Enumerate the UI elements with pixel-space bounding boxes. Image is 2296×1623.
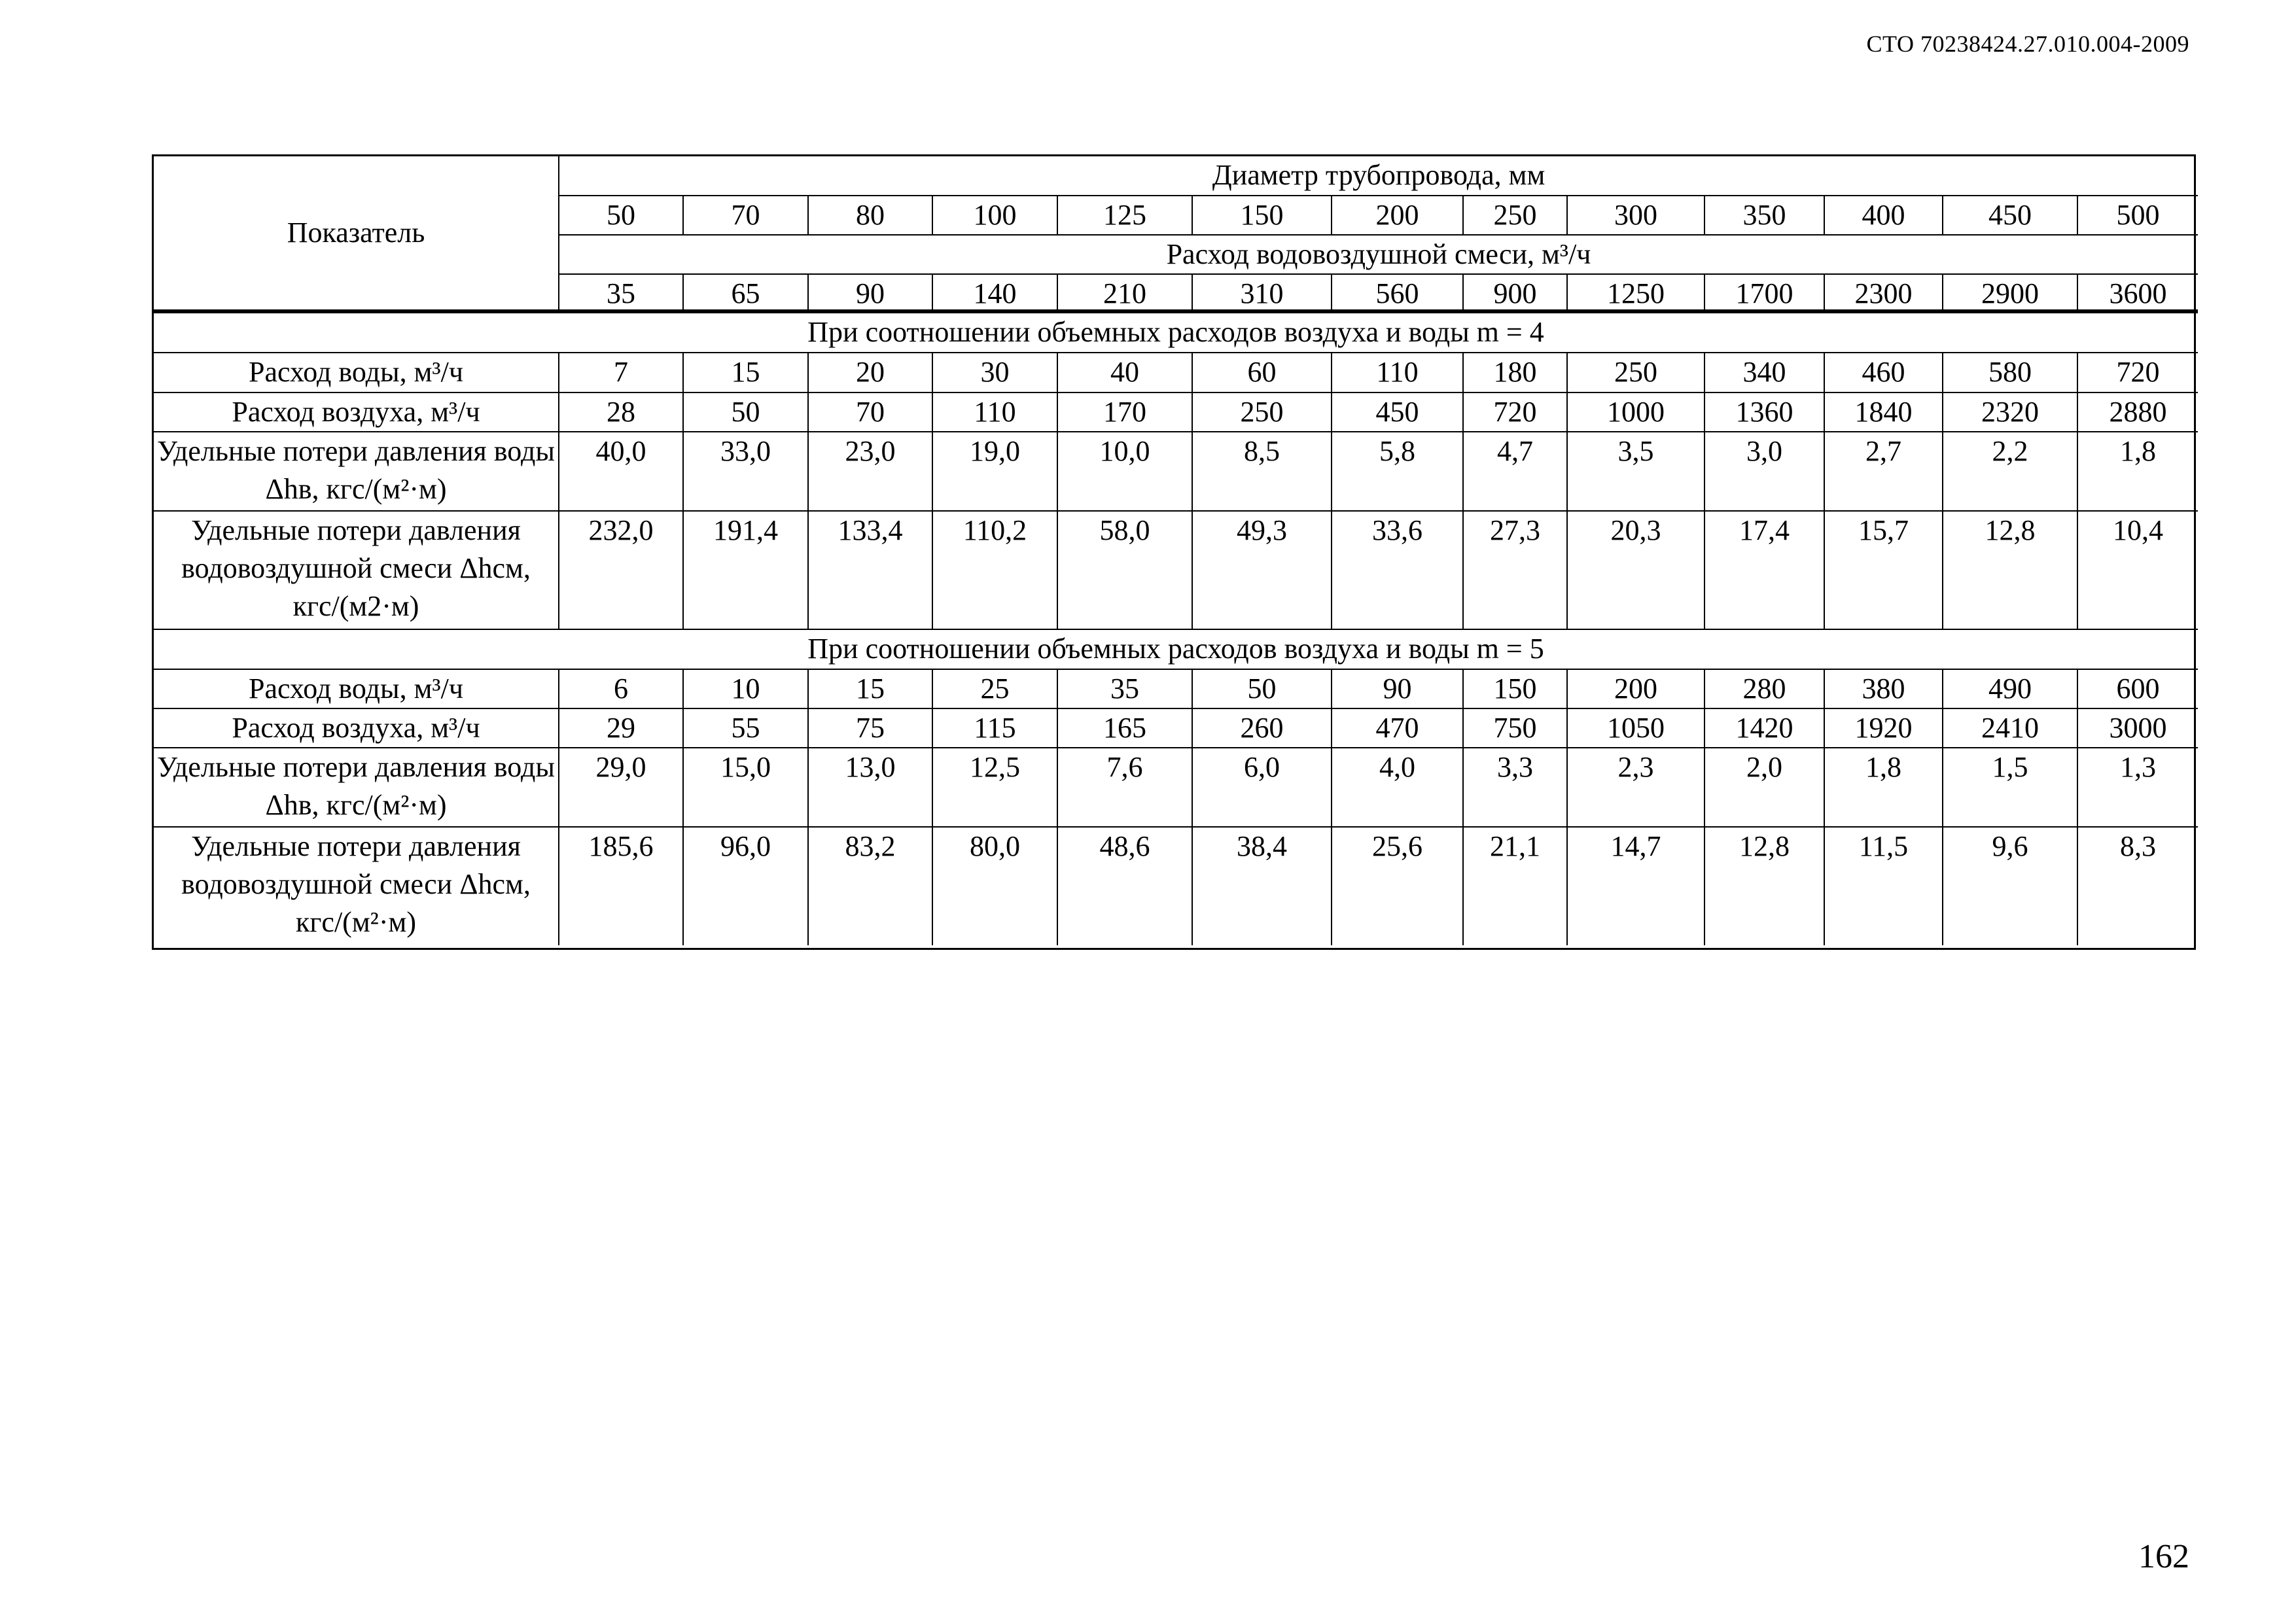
mixture-flow-cell: 2300 [1825, 275, 1943, 313]
row-label: Удельные потери давления водовоздушной смеси Δhсм, кгс/(м2·м) [154, 512, 559, 630]
section-title: При соотношении объемных расходов воздуха и воды m = 4 [154, 313, 2198, 353]
value-cell: 40,0 [559, 432, 684, 512]
value-cell: 150 [1464, 670, 1568, 709]
value-cell: 1420 [1705, 709, 1825, 748]
value-cell: 9,6 [1943, 828, 2078, 945]
value-cell: 12,8 [1705, 828, 1825, 945]
value-cell: 7 [559, 353, 684, 393]
value-cell: 115 [933, 709, 1058, 748]
value-cell: 75 [809, 709, 933, 748]
value-cell: 250 [1193, 393, 1332, 432]
value-cell: 6,0 [1193, 748, 1332, 828]
value-cell: 21,1 [1464, 828, 1568, 945]
row-label: Удельные потери давления водовоздушной смеси Δhсм, кгс/(м²·м) [154, 828, 559, 945]
value-cell: 3,5 [1568, 432, 1705, 512]
value-cell: 15 [809, 670, 933, 709]
value-cell: 50 [1193, 670, 1332, 709]
mixture-flow-cell: 35 [559, 275, 684, 313]
value-cell: 23,0 [809, 432, 933, 512]
diameter-cell: 250 [1464, 196, 1568, 236]
diameter-cell: 100 [933, 196, 1058, 236]
value-cell: 11,5 [1825, 828, 1943, 945]
value-cell: 96,0 [684, 828, 809, 945]
mixture-flow-header: Расход водовоздушной смеси, м³/ч [559, 236, 2198, 275]
value-cell: 250 [1568, 353, 1705, 393]
value-cell: 2410 [1943, 709, 2078, 748]
value-cell: 29 [559, 709, 684, 748]
mixture-flow-cell: 1250 [1568, 275, 1705, 313]
value-cell: 1000 [1568, 393, 1705, 432]
value-cell: 580 [1943, 353, 2078, 393]
value-cell: 20,3 [1568, 512, 1705, 630]
mixture-flow-cell: 210 [1058, 275, 1193, 313]
value-cell: 70 [809, 393, 933, 432]
value-cell: 5,8 [1332, 432, 1464, 512]
diameter-cell: 50 [559, 196, 684, 236]
mixture-flow-cell: 140 [933, 275, 1058, 313]
diameter-header: Диаметр трубопровода, мм [559, 156, 2198, 196]
value-cell: 17,4 [1705, 512, 1825, 630]
value-cell: 380 [1825, 670, 1943, 709]
value-cell: 3,3 [1464, 748, 1568, 828]
section-title: При соотношении объемных расходов воздуха и воды m = 5 [154, 630, 2198, 670]
value-cell: 50 [684, 393, 809, 432]
value-cell: 48,6 [1058, 828, 1193, 945]
value-cell: 60 [1193, 353, 1332, 393]
value-cell: 180 [1464, 353, 1568, 393]
row-label: Удельные потери давления воды Δhв, кгс/(м²·м) [154, 748, 559, 828]
value-cell: 2,3 [1568, 748, 1705, 828]
value-cell: 8,3 [2120, 830, 2156, 862]
mixture-flow-cell: 310 [1193, 275, 1332, 313]
value-cell: 55 [684, 709, 809, 748]
value-cell: 600 [2078, 670, 2198, 709]
diameter-cell: 350 [1705, 196, 1825, 236]
value-cell: 450 [1332, 393, 1464, 432]
mixture-flow-cell: 3600 [2078, 275, 2198, 313]
value-cell: 25,6 [1332, 828, 1464, 945]
pressure-loss-table [152, 154, 2196, 950]
value-cell: 2,2 [1943, 432, 2078, 512]
value-cell: 15,0 [684, 748, 809, 828]
mixture-flow-cell: 90 [809, 275, 933, 313]
value-cell: 4,0 [1332, 748, 1464, 828]
value-cell: 2320 [1943, 393, 2078, 432]
value-cell: 110 [1332, 353, 1464, 393]
value-cell: 19,0 [933, 432, 1058, 512]
page-number: 162 [2138, 1538, 2189, 1575]
value-cell: 170 [1058, 393, 1193, 432]
value-cell: 460 [1825, 353, 1943, 393]
value-cell: 3,0 [1705, 432, 1825, 512]
indicator-header: Показатель [154, 156, 559, 313]
diameter-cell: 80 [809, 196, 933, 236]
diameter-cell: 150 [1193, 196, 1332, 236]
value-cell: 10,4 [2078, 512, 2198, 630]
value-cell: 20 [809, 353, 933, 393]
value-cell: 15,7 [1825, 512, 1943, 630]
value-cell: 15 [684, 353, 809, 393]
value-cell: 340 [1705, 353, 1825, 393]
value-cell: 38,4 [1193, 828, 1332, 945]
value-cell: 12,5 [933, 748, 1058, 828]
value-cell: 260 [1193, 709, 1332, 748]
value-cell: 2,0 [1705, 748, 1825, 828]
value-cell: 280 [1705, 670, 1825, 709]
value-cell: 200 [1568, 670, 1705, 709]
diameter-cell: 125 [1058, 196, 1193, 236]
diameter-cell: 400 [1825, 196, 1943, 236]
mixture-flow-cell: 65 [684, 275, 809, 313]
value-cell: 29,0 [559, 748, 684, 828]
value-cell: 33,0 [684, 432, 809, 512]
diameter-cell: 200 [1332, 196, 1464, 236]
value-cell: 232,0 [559, 512, 684, 630]
value-cell: 25 [933, 670, 1058, 709]
value-cell: 110,2 [933, 512, 1058, 630]
value-cell: 1050 [1568, 709, 1705, 748]
mixture-flow-cell: 1700 [1705, 275, 1825, 313]
value-cell: 40 [1058, 353, 1193, 393]
value-cell: 165 [1058, 709, 1193, 748]
value-cell: 7,6 [1058, 748, 1193, 828]
diameter-cell: 70 [684, 196, 809, 236]
value-cell: 110 [933, 393, 1058, 432]
value-cell: 490 [1943, 670, 2078, 709]
value-cell: 185,6 [559, 828, 684, 945]
value-cell: 6 [559, 670, 684, 709]
value-cell: 10,0 [1058, 432, 1193, 512]
value-cell: 12,8 [1943, 512, 2078, 630]
row-label: Расход воды, м³/ч [154, 353, 559, 393]
diameter-cell: 500 [2078, 196, 2198, 236]
value-cell: 30 [933, 353, 1058, 393]
value-cell: 27,3 [1464, 512, 1568, 630]
value-cell: 1,3 [2078, 748, 2198, 828]
value-cell: 1840 [1825, 393, 1943, 432]
value-cell: 10 [684, 670, 809, 709]
value-cell: 3000 [2078, 709, 2198, 748]
diameter-cell: 300 [1568, 196, 1705, 236]
document-code: СТО 70238424.27.010.004-2009 [1866, 31, 2189, 57]
value-cell: 720 [1464, 393, 1568, 432]
value-cell: 133,4 [809, 512, 933, 630]
value-cell: 80,0 [933, 828, 1058, 945]
value-cell: 13,0 [809, 748, 933, 828]
value-cell: 750 [1464, 709, 1568, 748]
value-cell: 2,7 [1825, 432, 1943, 512]
value-cell: 28 [559, 393, 684, 432]
value-cell: 1,8 [2078, 432, 2198, 512]
value-cell: 4,7 [1464, 432, 1568, 512]
value-cell: 1,5 [1943, 748, 2078, 828]
row-label: Удельные потери давления воды Δhв, кгс/(м²·м) [154, 432, 559, 512]
value-cell: 2880 [2078, 393, 2198, 432]
value-cell: 35 [1058, 670, 1193, 709]
value-cell: 83,2 [809, 828, 933, 945]
value-cell: 1920 [1825, 709, 1943, 748]
row-label: Расход воды, м³/ч [154, 670, 559, 709]
value-cell: 90 [1332, 670, 1464, 709]
value-cell: 720 [2078, 353, 2198, 393]
value-cell: 33,6 [1332, 512, 1464, 630]
value-cell: 470 [1332, 709, 1464, 748]
diameter-cell: 450 [1943, 196, 2078, 236]
value-cell: 49,3 [1193, 512, 1332, 630]
mixture-flow-cell: 560 [1332, 275, 1464, 313]
value-cell: 191,4 [684, 512, 809, 630]
value-cell: 1,8 [1825, 748, 1943, 828]
row-label: Расход воздуха, м³/ч [154, 709, 559, 748]
value-cell: 58,0 [1058, 512, 1193, 630]
value-cell: 8,5 [1193, 432, 1332, 512]
value-cell: 1360 [1705, 393, 1825, 432]
value-cell: 14,7 [1568, 828, 1705, 945]
row-label: Расход воздуха, м³/ч [154, 393, 559, 432]
mixture-flow-cell: 900 [1464, 275, 1568, 313]
mixture-flow-cell: 2900 [1943, 275, 2078, 313]
